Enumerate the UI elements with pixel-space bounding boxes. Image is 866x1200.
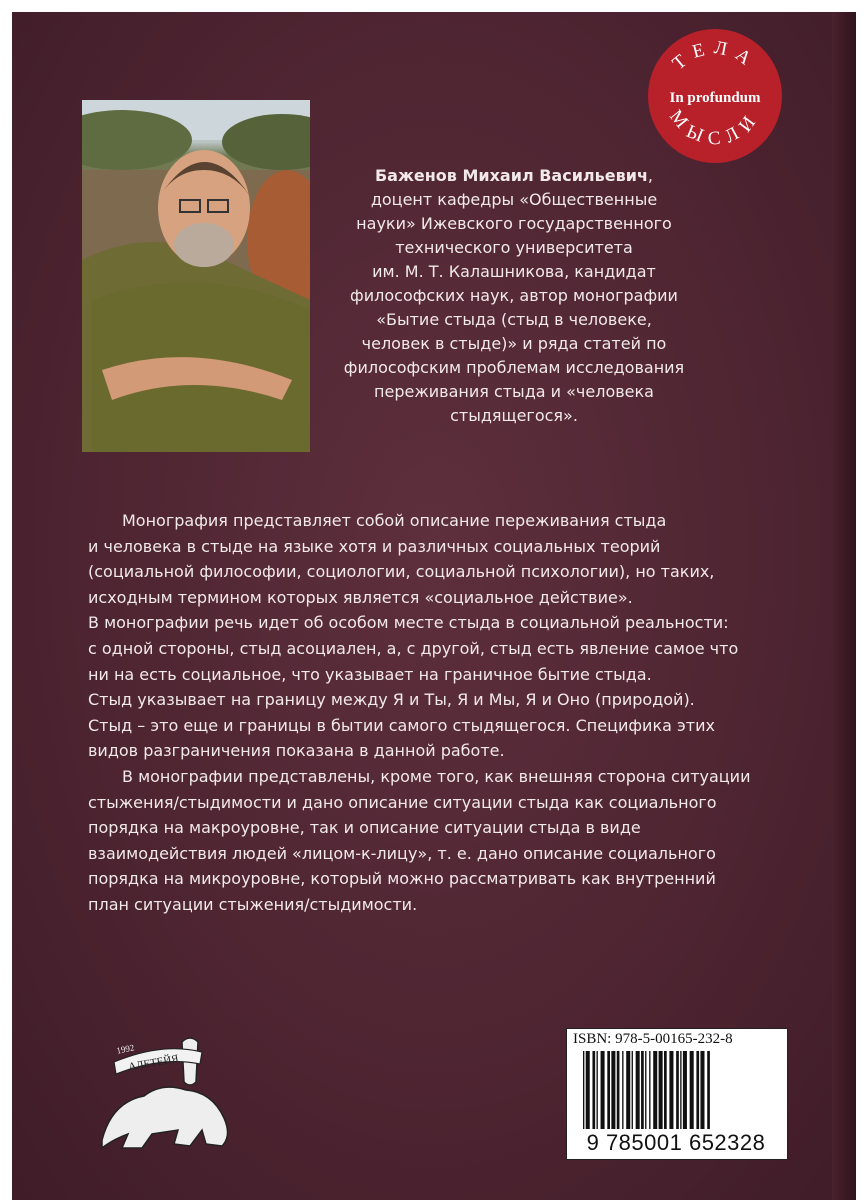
barcode-bar (659, 1051, 663, 1129)
barcode-bar (583, 1051, 584, 1129)
series-badge (648, 29, 782, 163)
publisher-logo (82, 1022, 242, 1162)
annotation-line: план ситуации стыжения/стыдимости. (88, 894, 418, 914)
barcode-bar (632, 1051, 633, 1129)
annotation-line: ни на есть социальное, что указывает на граничное бытие стыда. (88, 664, 652, 684)
author-bio-line: технического университета (395, 238, 633, 257)
publisher-year: 1992 (115, 1042, 136, 1056)
author-bio-line: доцент кафедры «Общественные (370, 190, 658, 209)
barcode-bar (641, 1051, 644, 1129)
author-bio-line: науки» Ижевского государственного (356, 214, 672, 233)
barcode-bar (680, 1051, 681, 1129)
isbn-label: ISBN: 978-5-00165-232-8 (573, 1031, 733, 1047)
annotation-line: (социальной философии, социологии, социальной психологии), но таких, (88, 562, 715, 582)
isbn-barcode (566, 1028, 788, 1160)
barcode-bar (607, 1051, 610, 1129)
author-bio-line: стыдящегося». (450, 406, 578, 425)
barcode-bar (611, 1051, 615, 1129)
annotation-line: взаимодействия людей «лицом-к-лицу», т. е. дано описание социального (88, 843, 716, 863)
barcode-bar (592, 1051, 595, 1129)
author-bio-line: им. М. Т. Калашникова, кандидат (372, 262, 656, 281)
barcode-bar (626, 1051, 630, 1129)
barcode-bar (622, 1051, 623, 1129)
book-back-cover (12, 12, 856, 1200)
barcode-bar (601, 1051, 605, 1129)
barcode-bar (707, 1051, 710, 1129)
annotation-line: Стыд – это еще и границы в бытии самого стыдящегося. Специфика этих (88, 715, 715, 735)
book-annotation (88, 508, 788, 918)
author-name-comma: , (647, 166, 654, 185)
annotation-line: с одной стороны, стыд асоциален, а, с другой, стыд есть явление самое что (88, 638, 739, 658)
badge-arc-top: ТЕЛА (668, 37, 762, 75)
annotation-line: порядка на макроуровне, так и описание ситуации стыда в виде (88, 818, 641, 838)
barcode-bar (700, 1051, 704, 1129)
author-bio-line: философским проблемам исследования (343, 358, 685, 377)
barcode-bar (617, 1051, 620, 1129)
svg-text:МЫСЛИ (665, 106, 765, 150)
annotation-line: В монографии представлены, кроме того, как внешняя сторона ситуации (122, 766, 751, 786)
barcode-bar (690, 1051, 694, 1129)
annotation-line: стыжения/стыдимости и дано описание ситуации стыда как социального (88, 792, 717, 812)
annotation-paragraph (88, 508, 788, 610)
badge-arc-bottom: МЫСЛИ (665, 105, 765, 150)
annotation-line: Монография представляет собой описание переживания стыда (122, 511, 667, 530)
annotation-paragraph (88, 610, 788, 687)
badge-center-text: In profundum (669, 90, 761, 106)
barcode-bar (676, 1051, 679, 1129)
barcode-bar (683, 1051, 687, 1129)
barcode-bar (664, 1051, 667, 1129)
author-photo-illustration (82, 100, 310, 452)
series-badge-graphic (648, 29, 782, 163)
barcode-bar (653, 1051, 657, 1129)
barcode-bar (636, 1051, 640, 1129)
publisher-lion-emblem (82, 1022, 242, 1162)
author-bio-lines (334, 188, 694, 428)
barcode-bar (597, 1051, 598, 1129)
annotation-line: порядка на микроуровне, который можно рассматривать как внутренний (88, 869, 716, 889)
author-bio-line: философских наук, автор монографии (350, 286, 678, 305)
annotation-paragraph (88, 687, 788, 764)
annotation-line: В монографии речь идет об особом месте стыда в социальной реальности: (88, 613, 729, 633)
author-bio-line: человек в стыде)» и ряда статей по (361, 334, 667, 353)
barcode-bar (669, 1051, 673, 1129)
barcode-digits: 9 785001 652328 (586, 1130, 766, 1155)
barcode-bars (581, 1051, 773, 1129)
annotation-line: исходным термином которых является «социальное действие». (88, 587, 633, 607)
barcode-bar (586, 1051, 590, 1129)
annotation-line: Стыд указывает на границу между Я и Ты, Я и Мы, Я и Оно (природой). (88, 690, 695, 710)
author-bio (334, 164, 694, 428)
annotation-line: и человека в стыде на языке хотя и различных социальных теорий (88, 536, 661, 556)
author-bio-line: «Бытие стыда (стыд в человеке, (376, 310, 652, 329)
barcode-bar (645, 1051, 646, 1129)
svg-text:ТЕЛА (669, 37, 762, 74)
barcode-bar (696, 1051, 699, 1129)
annotation-line: видов разграничения показана в данной работе. (88, 741, 505, 761)
author-photo (82, 100, 310, 452)
author-bio-line: переживания стыда и «человека (374, 382, 654, 401)
spine-edge (832, 12, 856, 1200)
annotation-paragraph (88, 764, 788, 918)
barcode-bar (649, 1051, 650, 1129)
author-name: Баженов Михаил Васильевич (374, 166, 648, 185)
publisher-name: АЛЕТЕЙЯ (127, 1052, 180, 1074)
